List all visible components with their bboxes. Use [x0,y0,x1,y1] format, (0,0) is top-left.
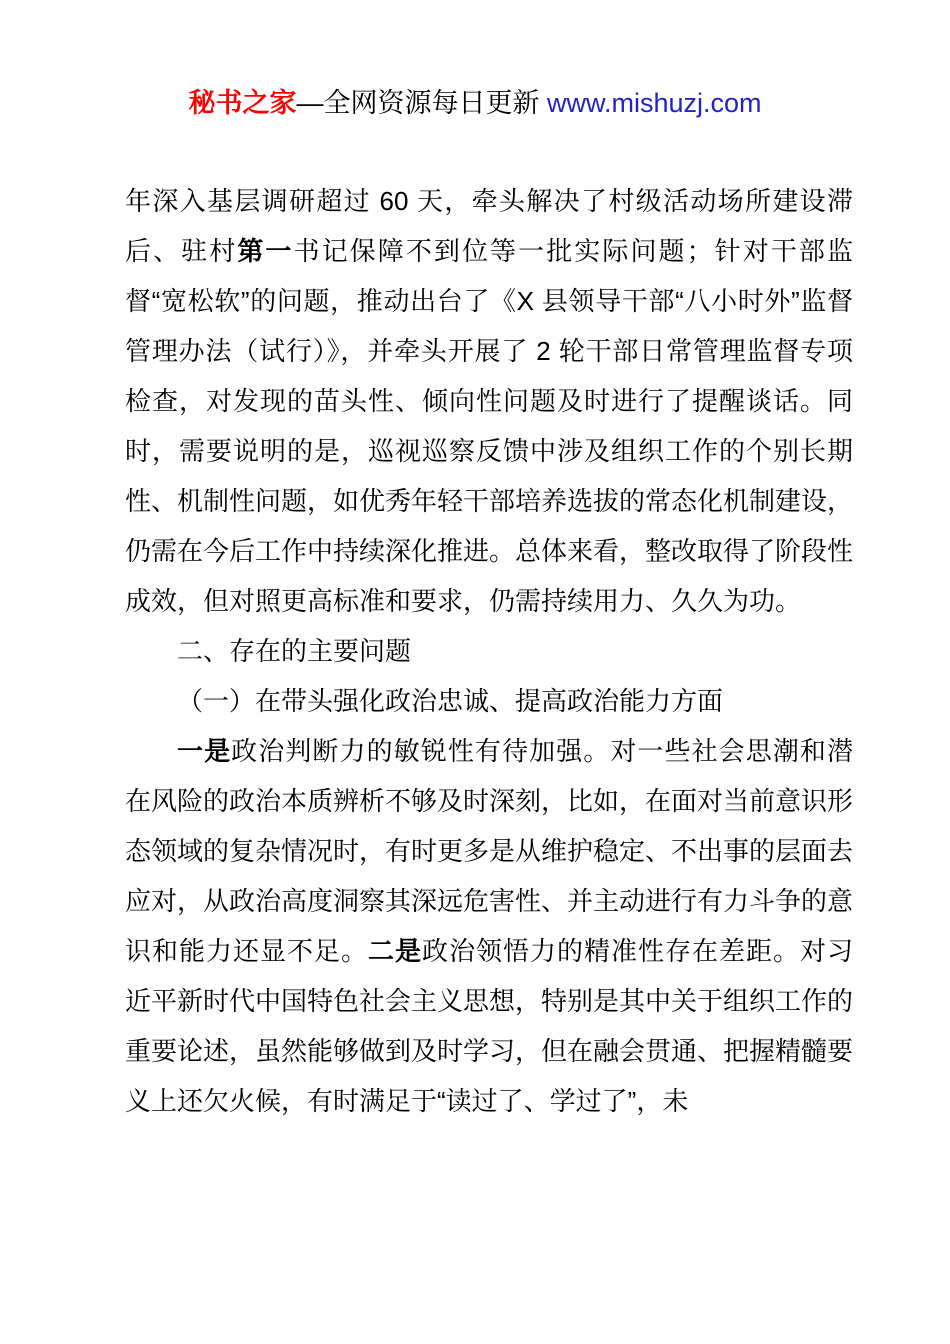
bold-text-run: 二是 [367,936,422,966]
text-run: 书记保障不到位等一批实际问题；针对干部监督“宽松软”的问题，推动出台了《X 县领导干部“八小时外”监督管理办法（试行）》，并牵头开展了 2 轮干部日常管理监督专项检查，对发现的苗头性、倾向性问题及时进行了提醒谈话。同时，需要说明的是，巡视巡察反馈中涉及组织工作的个别长期性、机制性问题，如优秀年轻干部培养选拔的常态化机制建设，仍需在今后工作中持续深化推进。总体来看，整改取得了阶段性成效，但对照更高标准和要求，仍需持续用力、久久为功。 [125,236,854,616]
bold-text-run: 一是 [177,736,232,766]
document-body [125,176,853,1126]
header-tagline: —全网资源每日更新 [296,88,547,118]
text-run: （一）在带头强化政治忠诚、提高政治能力方面 [177,686,724,716]
site-name: 秘书之家 [188,88,297,118]
text-run: 政治领悟力的精准性存在差距。对习近平新时代中国特色社会主义思想，特别是其中关于组织工作的重要论述，虽然能够做到及时学习，但在融会贯通、把握精髓要义上还欠火候，有时满足于“读过了、学过了”，未 [125,936,854,1116]
text-run: 政治判断力的敏锐性有待加强。对一些社会思潮和潜在风险的政治本质辨析不够及时深刻，比如，在面对当前意识形态领域的复杂情况时，有时更多是从维护稳定、不出事的层面去应对，从政治高度洞察其深远危害性、并主动进行有力斗争的意识和能力还显不足。 [125,736,854,966]
subsection-heading [125,676,853,726]
body-paragraph [125,726,853,1126]
text-run: 二、存在的主要问题 [177,636,412,666]
body-continuation-paragraph [125,176,853,626]
site-url-link[interactable]: www.mishuzj.com [546,88,762,118]
text-run: 年深入基层调研超过 60 天，牵头解决了村级活动场所建设滞后、驻村 [125,186,853,266]
page-header [0,86,950,120]
bold-text-run: 第一 [237,236,294,266]
section-heading [125,626,853,676]
